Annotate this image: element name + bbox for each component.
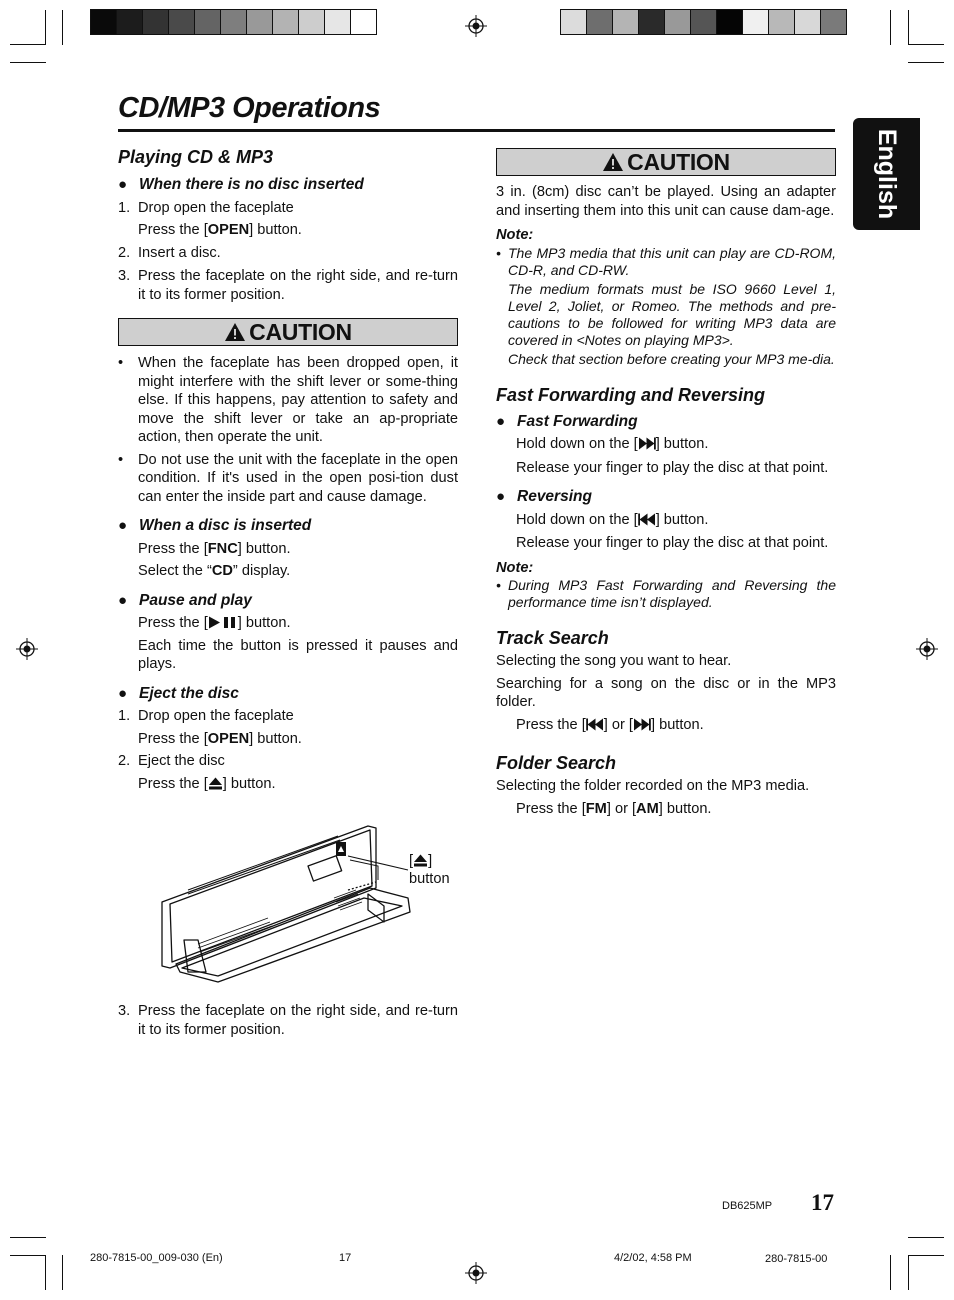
color-swatch [717, 10, 743, 34]
instruction: Press the [OPEN] button. [138, 222, 302, 238]
color-swatch [117, 10, 143, 34]
paragraph: Searching for a song on the disc or in the MP3 folder. [496, 675, 836, 710]
play-pause-icon [208, 616, 238, 629]
bullet-dot-icon: ● [118, 176, 128, 193]
subheading: ● Reversing [496, 488, 592, 505]
right-column [496, 148, 836, 818]
instruction: Press the [OPEN] button. [138, 730, 302, 747]
section-heading: Fast Forwarding and Reversing [496, 384, 766, 405]
instruction: Press the [ ] button. [138, 775, 276, 792]
step: 3. Press the faceplate on the right side, and re-turn it to its former position. [118, 1003, 458, 1038]
color-swatch [169, 10, 195, 34]
note: • The MP3 media that this unit can play are CD-ROM, CD-R, and CD-RW. The medium formats must be ISO 9660 Level 1, Level 2, Joliet, or Romeo. The methods and pre-cautions to be followed for writing MP3 data are covered in <Notes on playing MP3>. Check that section before creating your MP3 me-dia. [496, 244, 836, 367]
caution-banner [496, 148, 836, 176]
color-swatch [273, 10, 299, 34]
page-title: CD/MP3 Operations [118, 92, 381, 124]
caution-label: CAUTION [249, 318, 352, 345]
fast-forward-icon [638, 437, 656, 450]
color-bar-right [560, 9, 847, 35]
eject-icon [208, 777, 223, 790]
instruction: Each time the button is pressed it pauses and plays. [138, 637, 458, 672]
instruction: Select the “CD” display. [138, 563, 291, 579]
fast-forward-icon [633, 718, 651, 731]
paragraph: Selecting the song you want to hear. [496, 653, 732, 669]
language-tab-label: English [873, 128, 901, 220]
section-heading: Playing CD & MP3 [118, 147, 274, 167]
instruction: Hold down on the [ ] button. [516, 436, 709, 452]
subheading: ● When a disc is inserted [118, 517, 312, 534]
color-swatch [143, 10, 169, 34]
caution-text: 3 in. (8cm) disc can’t be played. Using an adapter and inserting them into this unit can cause dam-age. [496, 184, 836, 219]
warning-icon [224, 322, 246, 342]
caution-item: • Do not use the unit with the faceplate in the open condition. If it's used in the open posi-tion dust can enter the inside part and cause damage. [118, 451, 458, 505]
left-column [118, 146, 458, 793]
color-swatch [561, 10, 587, 34]
faceplate-diagram [158, 822, 418, 988]
instruction: Press the [ ] button. [138, 615, 291, 631]
subheading: ● Eject the disc [118, 684, 239, 702]
rewind-icon [638, 513, 656, 526]
step: 2. Eject the disc [118, 753, 225, 769]
color-swatch [795, 10, 821, 34]
color-swatch [221, 10, 247, 34]
rewind-icon [586, 718, 604, 731]
title-rule [118, 129, 835, 132]
registration-mark-icon [16, 638, 38, 660]
subheading: ● Fast Forwarding [496, 412, 638, 430]
instruction: Press the [FNC] button. [138, 540, 291, 557]
caution-banner [118, 318, 458, 346]
instruction: Hold down on the [ ] button. [516, 511, 709, 528]
instruction: Release your finger to play the disc at that point. [516, 535, 829, 551]
color-swatch [769, 10, 795, 34]
step: 3. Press the faceplate on the right side, and re-turn it to its former position. [118, 268, 458, 303]
timestamp: 4/2/02, 4:58 PM [614, 1252, 692, 1264]
color-swatch [247, 10, 273, 34]
subheading: ● When there is no disc inserted [118, 176, 364, 193]
bullet-dot-icon: ● [118, 591, 128, 609]
model-number: DB625MP [722, 1200, 773, 1212]
note-title: Note: [496, 559, 534, 576]
subheading: ● Pause and play [118, 591, 252, 609]
color-swatch [821, 10, 846, 34]
color-swatch [613, 10, 639, 34]
color-swatch [195, 10, 221, 34]
step: 1. Drop open the faceplate [118, 708, 294, 724]
section-heading: Folder Search [496, 753, 617, 773]
instruction: Press the [FM] or [AM] button. [516, 800, 712, 817]
registration-mark-icon [916, 638, 938, 660]
diagram-label: [ ] button [409, 853, 450, 887]
instruction: Press the [ ] or [ ] button. [516, 716, 704, 733]
color-swatch [91, 10, 117, 34]
bullet-dot-icon: ● [118, 517, 128, 534]
registration-mark-icon [465, 15, 487, 37]
step: 1. Drop open the faceplate [118, 199, 294, 216]
part-number: 280-7815-00 [765, 1253, 828, 1265]
paragraph: Selecting the folder recorded on the MP3 media. [496, 778, 810, 794]
color-swatch [351, 10, 376, 34]
page-number: 17 [811, 1190, 834, 1215]
color-swatch [743, 10, 769, 34]
color-bar-left [90, 9, 377, 35]
color-swatch [639, 10, 665, 34]
caution-item: • When the faceplate has been dropped open, it might interfere with the shift lever or some-thing else. If this happens, pay attention to safety and move the shift lever or take an ap-propriate action, then operate the unit. [118, 355, 458, 445]
file-page: 17 [339, 1252, 352, 1264]
warning-icon [602, 152, 624, 172]
step: 2. Insert a disc. [118, 244, 221, 261]
color-swatch [691, 10, 717, 34]
language-tab [853, 118, 920, 230]
bullet-dot-icon: ● [496, 488, 506, 505]
note-title: Note: [496, 227, 534, 243]
bullet-dot-icon: ● [496, 412, 506, 430]
registration-mark-icon [465, 1262, 487, 1284]
eject-icon [413, 854, 428, 867]
note: • During MP3 Fast Forwarding and Reversing the performance time isn’t displayed. [496, 577, 836, 610]
color-swatch [587, 10, 613, 34]
color-swatch [665, 10, 691, 34]
caution-label: CAUTION [627, 148, 730, 175]
section-heading: Track Search [496, 628, 609, 648]
color-swatch [299, 10, 325, 34]
color-swatch [325, 10, 351, 34]
instruction: Release your finger to play the disc at that point. [516, 459, 829, 476]
file-name: 280-7815-00_009-030 (En) [90, 1252, 223, 1264]
bullet-dot-icon: ● [118, 684, 128, 702]
